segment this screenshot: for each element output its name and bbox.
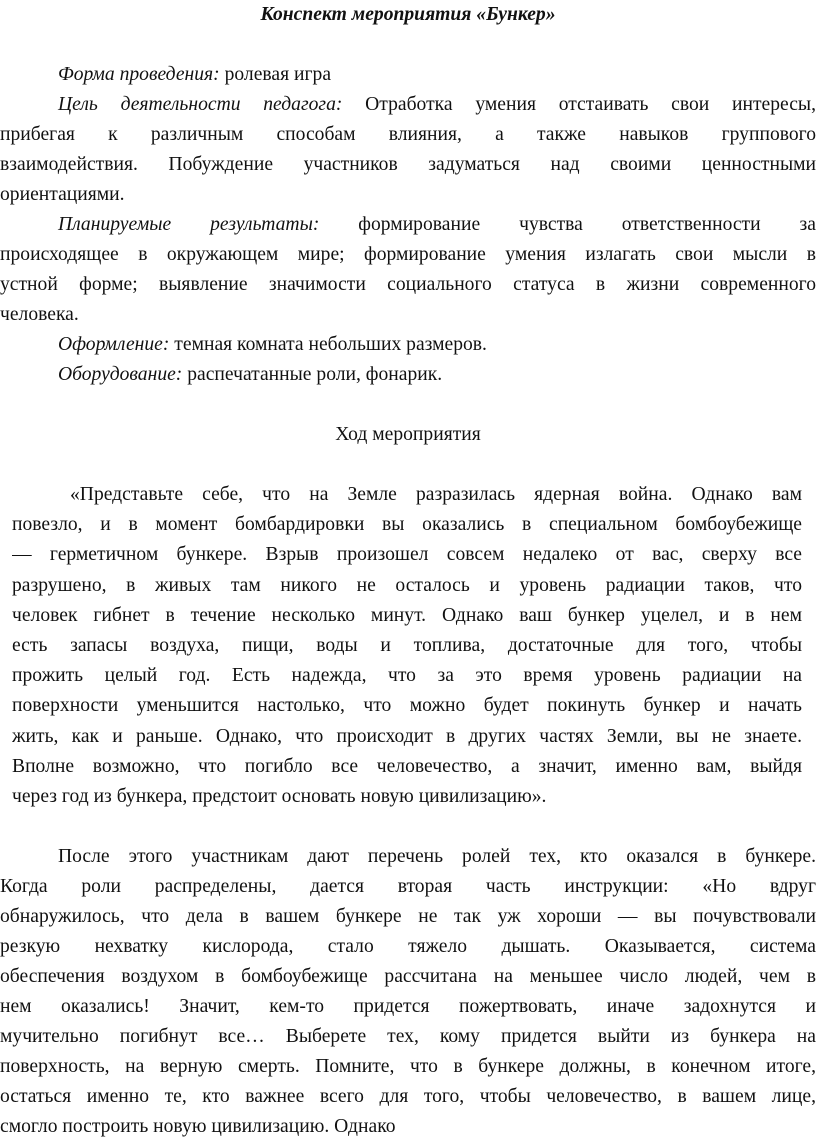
event-meta [0,60,816,390]
quote-line: разрушено, в живых там никого не осталось и уровень радиации таков, что [12,574,802,596]
text-line: остаться именно те, кто важнее всего для того, чтобы человечество, в вашем лице, [0,1086,816,1107]
scenario-quote [12,480,802,812]
quote-line: Вполне возможно, что погибло все человечество, а значит, именно вам, выйдя [12,755,802,777]
quote-line: «Представьте себе, что на Земле разразилась ядерная война. Однако вам [70,484,802,505]
field-value: Отработка умения отстаивать свои интересы, [342,94,816,115]
instruction-paragraph [0,842,816,1142]
field-value: человека. [0,304,79,325]
quote-line: через год из бункера, предстоит основать новую цивилизацию». [12,785,547,807]
text-line: нем оказались! Значит, кем-то придется пожертвовать, иначе задохнутся и [0,996,816,1017]
quote-line: — герметичном бункере. Взрыв произошел совсем недалеко от вас, сверху все [12,544,802,566]
document-title: Конспект мероприятия «Бункер» [260,4,556,25]
field-value: распечатанные роли, фонарик. [182,364,443,385]
section-heading: Ход мероприятия [335,424,481,445]
quote-line: поверхности уменьшится настолько, что можно будет покинуть бункер и начать [12,695,802,717]
text-line [0,120,816,150]
text-line [0,60,816,90]
field-label: Форма проведения: [58,64,220,85]
field-value: прибегая к различным способам влияния, а также навыков группового [0,124,816,145]
text-line: обнаружилось, что дела в вашем бункере не так уж хороши — вы почувствовали [0,906,816,927]
field-value: ориентациями. [0,184,125,205]
field-value: темная комната небольших размеров. [169,334,487,355]
text-line [0,90,816,120]
text-line [0,300,816,330]
field-label: Оформление: [58,334,170,355]
field-value: ролевая игра [219,64,332,85]
quote-line: повезло, и в момент бомбардировки вы оказались в специальном бомбоубежище [12,514,802,536]
field-value: взаимодействия. Побуждение участников задуматься над своими ценностными [0,154,816,175]
text-line [0,360,816,390]
text-line: мучительно погибнут все… Выберете тех, кому придется выйти из бункера на [0,1026,816,1047]
field-label: Оборудование: [58,364,183,385]
quote-line: человек гибнет в течение несколько минут. Однако ваш бункер уцелел, и в нем [12,604,802,626]
text-line: Когда роли распределены, дается вторая часть инструкции: «Но вдруг [0,876,816,897]
text-line: резкую нехватку кислорода, стало тяжело дышать. Оказывается, система [0,936,816,957]
quote-line: жить, как и раньше. Однако, что происходит в других частях Земли, вы не знаете. [12,725,802,747]
text-line: смогло построить новую цивилизацию. Однако [0,1116,396,1137]
text-line: поверхность, на верную смерть. Помните, что в бункере должны, в конечном итоге, [0,1056,816,1077]
text-line [0,240,816,270]
field-value: формирование чувства ответственности за [319,214,816,235]
field-label: Цель деятельности педагога: [58,94,343,115]
field-value: происходящее в окружающем мире; формирование умения излагать свои мысли в [0,244,816,265]
text-line: После этого участникам дают перечень ролей тех, кто оказался в бункере. [58,846,816,867]
quote-line: прожить целый год. Есть надежда, что за это время уровень радиации на [12,665,802,687]
text-line [0,330,816,360]
text-line [0,180,816,210]
field-value: устной форме; выявление значимости социального статуса в жизни современного [0,274,816,295]
quote-line: есть запасы воздуха, пищи, воды и топлива, достаточные для того, чтобы [12,634,802,656]
text-line [0,150,816,180]
field-label: Планируемые результаты: [58,214,320,235]
text-line [0,270,816,300]
text-line: обеспечения воздухом в бомбоубежище рассчитана на меньшее число людей, чем в [0,966,816,987]
text-line [0,210,816,240]
